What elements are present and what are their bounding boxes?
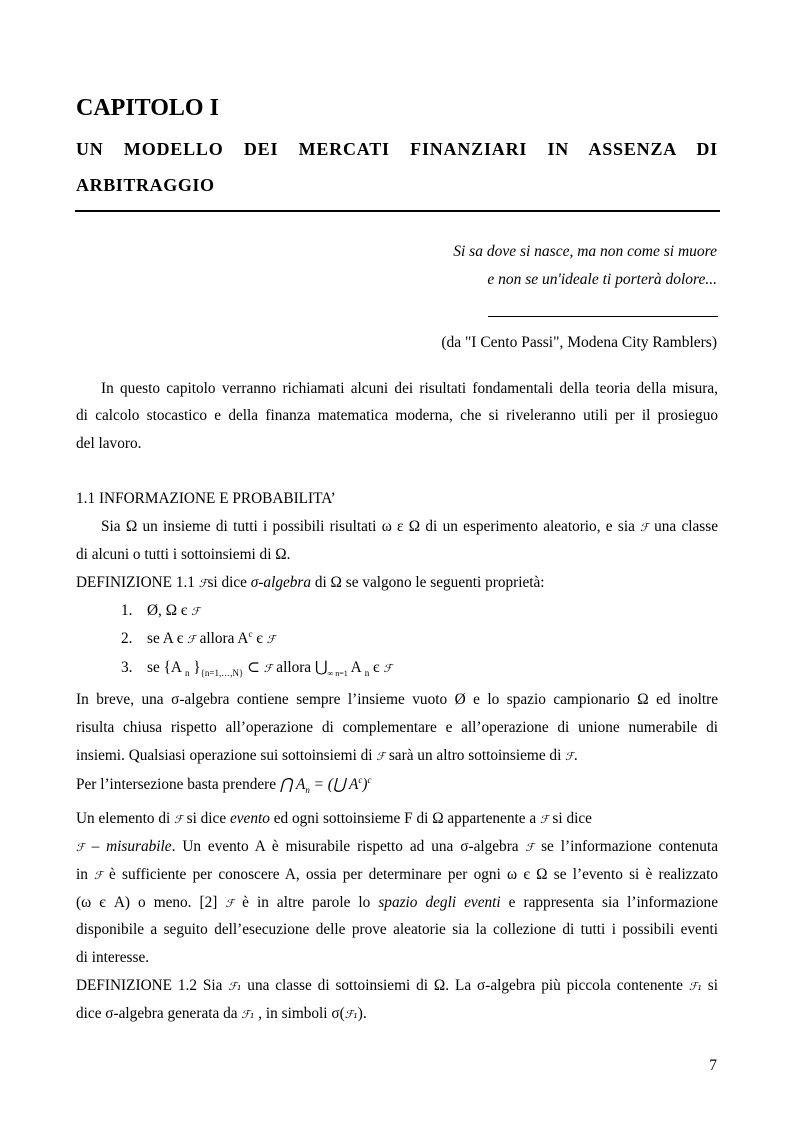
item2-text-c: є bbox=[252, 630, 267, 647]
intro-line2: di calcolo stocastico e della finanza matematica moderna, che si riveleranno utili per il prosieguo bbox=[76, 407, 718, 424]
chapter-subtitle-line1: UN MODELLO DEI MERCATI FINANZIARI IN ASSENZA DI bbox=[76, 139, 718, 159]
sigma-field-symbol: ℱ bbox=[376, 750, 386, 763]
sigma-field-symbol: ℱ bbox=[225, 897, 235, 910]
item1-text: Ø, Ω є bbox=[147, 602, 192, 619]
item3-text-b: } bbox=[189, 659, 201, 676]
p1-text-a: Sia Ω un insieme di tutti i possibili risultati ω ε Ω di un esperimento aleatorio, e sia bbox=[101, 518, 641, 535]
sigma-field-symbol: ℱ bbox=[198, 577, 208, 590]
def12-text-b: una classe di sottoinsiemi di Ω. La σ-algebra più piccola contenente bbox=[241, 977, 689, 994]
index-subscript: n bbox=[184, 668, 190, 679]
generated-algebra-line bbox=[76, 1005, 367, 1023]
item2-text-b: allora A bbox=[195, 630, 249, 647]
index-subscript: n bbox=[364, 668, 370, 679]
measurable-text-a: . Un evento A è misurabile rispetto ad una σ-algebra bbox=[171, 838, 526, 855]
event-text-a: Un elemento di bbox=[76, 810, 175, 827]
property-item-1 bbox=[121, 602, 200, 620]
def11-label: DEFINIZIONE 1.1 bbox=[76, 574, 199, 591]
paragraph-1-line2: di alcuni o tutti i sottoinsiemi di Ω. bbox=[76, 546, 291, 563]
p2-text-a: insiemi. Qualsiasi operazione sui sottoinsiemi di bbox=[76, 747, 377, 764]
event-text-c: ed ogni sottoinsieme F di Ω appartenente a bbox=[269, 810, 540, 827]
epigraph-line1: Si sa dove si nasce, ma non come si muore bbox=[453, 243, 717, 260]
class-f1-symbol: ℱ₁ bbox=[241, 1008, 255, 1021]
sigma-field-symbol: ℱ bbox=[383, 662, 393, 675]
p2-text-c: . bbox=[573, 747, 578, 764]
event-term: evento bbox=[229, 810, 270, 827]
page-number: 7 bbox=[709, 1057, 717, 1074]
p1-text-b: una classe bbox=[648, 518, 718, 535]
event-space-text-a: (ω є A) o meno. [2] bbox=[76, 894, 226, 911]
item-number: 2. bbox=[121, 630, 133, 647]
intersection-formula-a: ⋂ A bbox=[279, 776, 306, 793]
def11-text-c: di Ω se valgono le seguenti proprietà: bbox=[311, 574, 545, 591]
available-info-line: disponibile a seguito dell’esecuzione delle prove aleatorie sia la collezione di tutti i possibili eventi bbox=[76, 921, 718, 938]
measurable-term: – misurabile bbox=[84, 838, 172, 855]
paragraph-2-line2: risulta chiusa rispetto all’operazione di complementare e all’operazione di unione numerabile di bbox=[76, 719, 718, 736]
class-f1-symbol: ℱ₁ bbox=[228, 980, 242, 993]
intersection-formula-b: = (⋃ A bbox=[309, 776, 359, 793]
section-heading: 1.1 INFORMAZIONE E PROBABILITA’ bbox=[76, 490, 336, 507]
generated-text-b: , in simboli σ( bbox=[254, 1005, 345, 1022]
intro-line3: del lavoro. bbox=[76, 435, 142, 452]
p2-text-b: sarà un altro sottoinsieme di bbox=[385, 747, 566, 764]
intersection-formula-c: ) bbox=[362, 776, 368, 793]
epigraph-source: (da "I Cento Passi", Modena City Ramblers) bbox=[441, 334, 717, 351]
union-limits: ∞ n=1 bbox=[327, 669, 348, 679]
class-f1-symbol: ℱ₁ bbox=[688, 980, 702, 993]
information-text-a: in bbox=[76, 866, 95, 883]
property-item-2 bbox=[121, 630, 275, 648]
generated-text-a: dice σ-algebra generata da bbox=[76, 1005, 242, 1022]
sigma-field-symbol: ℱ bbox=[640, 521, 649, 534]
def12-text-c: si bbox=[701, 977, 719, 994]
intersection-text: Per l’intersezione basta prendere bbox=[76, 776, 280, 793]
generated-text-c: ). bbox=[357, 1005, 367, 1022]
measurable-text-b: se l’informazione contenuta bbox=[534, 838, 718, 855]
sigma-field-symbol: ℱ bbox=[191, 605, 200, 618]
event-space-text-b: è in altre parole lo bbox=[234, 894, 379, 911]
paragraph-2-line1: In breve, una σ-algebra contiene sempre l’insieme vuoto Ø e lo spazio campionario Ω ed inoltre bbox=[76, 691, 718, 708]
chapter-title: CAPITOLO I bbox=[76, 95, 219, 121]
class-f1-symbol: ℱ₁ bbox=[344, 1008, 358, 1021]
sigma-field-symbol: ℱ bbox=[266, 633, 276, 646]
event-space-text-c: e rappresenta sia l’informazione bbox=[500, 894, 718, 911]
sigma-field-symbol: ℱ bbox=[174, 813, 183, 826]
item-number: 3. bbox=[121, 659, 133, 676]
title-rule bbox=[75, 210, 720, 212]
chapter-subtitle-line2: ARBITRAGGIO bbox=[76, 175, 215, 195]
def11-term: σ-algebra bbox=[250, 574, 312, 591]
information-line bbox=[76, 866, 718, 884]
item2-text-a: se A є bbox=[147, 630, 188, 647]
paragraph-2-line3 bbox=[76, 747, 578, 765]
information-text-b: è sufficiente per conoscere A, ossia per determinare per ogni ω є Ω se l’evento si è realizzato bbox=[102, 866, 718, 883]
item3-text-e: A bbox=[347, 659, 365, 676]
property-item-3 bbox=[121, 658, 392, 677]
event-text-d: si dice bbox=[548, 810, 592, 827]
sigma-field-symbol: ℱ bbox=[76, 841, 85, 854]
event-text-b: si dice bbox=[182, 810, 230, 827]
event-space-term: spazio degli eventi bbox=[378, 894, 501, 911]
sigma-field-symbol: ℱ bbox=[539, 813, 549, 826]
sigma-field-symbol: ℱ bbox=[525, 841, 535, 854]
item-number: 1. bbox=[121, 602, 133, 619]
item3-text-d: allora ⋃ bbox=[272, 659, 328, 676]
event-space-line bbox=[76, 894, 718, 912]
sigma-field-symbol: ℱ bbox=[94, 869, 103, 882]
definition-1-2 bbox=[76, 977, 718, 995]
sigma-field-symbol: ℱ bbox=[565, 750, 574, 763]
sigma-field-symbol: ℱ bbox=[263, 662, 273, 675]
interest-line: di interesse. bbox=[76, 949, 150, 966]
measurable-line bbox=[76, 838, 718, 856]
def12-text-a: DEFINIZIONE 1.2 Sia bbox=[76, 977, 229, 994]
paragraph-1-line1 bbox=[76, 518, 718, 536]
index-set-subscript: {n=1,…,N} bbox=[200, 668, 244, 679]
sigma-field-symbol: ℱ bbox=[187, 633, 196, 646]
item3-text-a: se {A bbox=[147, 659, 185, 676]
complement-superscript: c bbox=[248, 628, 253, 639]
def11-text-b: si dice bbox=[207, 574, 251, 591]
definition-1-1 bbox=[76, 574, 545, 592]
event-definition-line bbox=[76, 810, 592, 828]
intro-line1: In questo capitolo verranno richiamati alcuni dei risultati fondamentali della teoria della misura, bbox=[101, 380, 718, 397]
epigraph-separator bbox=[488, 316, 718, 317]
item3-text-f: є bbox=[369, 659, 384, 676]
epigraph-line2: e non se un'ideale ti porterà dolore... bbox=[487, 271, 717, 288]
item3-text-c: ⊂ bbox=[243, 659, 264, 676]
intersection-line: Per l’intersezione basta prendere ⋂ $A_n$ = (⋃ $A^c)^c$ bbox=[76, 774, 372, 796]
